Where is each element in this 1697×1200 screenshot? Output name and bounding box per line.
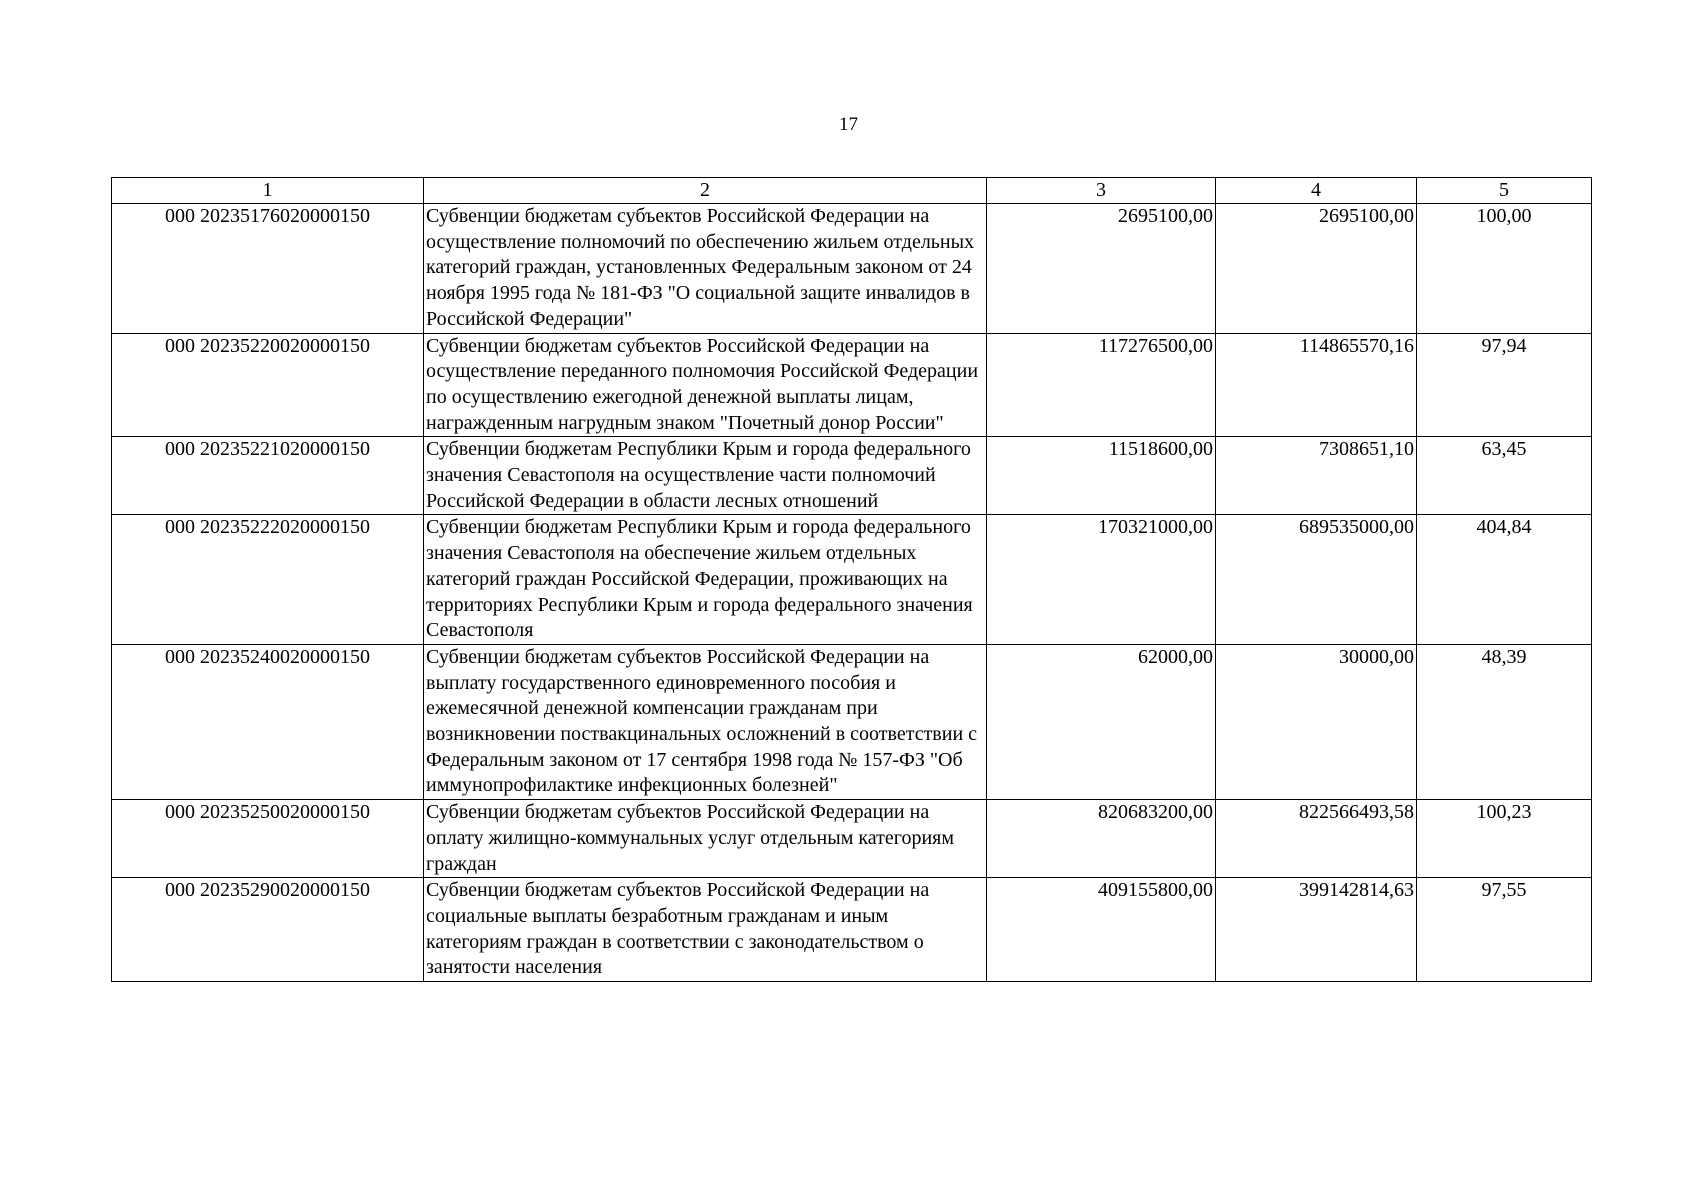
actual-amount: 7308651,10: [1216, 437, 1417, 515]
execution-percent: 100,00: [1417, 204, 1592, 334]
item-name: Субвенции бюджетам субъектов Российской Федерации на осуществление переданного полномочия Российской Федерации по осуществлению ежегодной денежной выплаты лицам, награжденным нагрудным знаком "Почетный донор России": [424, 333, 987, 437]
column-header-5: 5: [1417, 178, 1592, 204]
actual-amount: 2695100,00: [1216, 204, 1417, 334]
budget-code: 000 20235220020000150: [112, 333, 424, 437]
budget-code: 000 20235176020000150: [112, 204, 424, 334]
budget-code: 000 20235240020000150: [112, 644, 424, 799]
budget-code: 000 20235222020000150: [112, 515, 424, 645]
item-name: Субвенции бюджетам субъектов Российской Федерации на оплату жилищно-коммунальных услуг отдельным категориям граждан: [424, 800, 987, 878]
table-row: [112, 333, 1592, 437]
item-name: Субвенции бюджетам Республики Крым и города федерального значения Севастополя на обеспечение жильем отдельных категорий граждан Российской Федерации, проживающих на территориях Республики Крым и города федерального значения Севастополя: [424, 515, 987, 645]
table-row: [112, 204, 1592, 334]
plan-amount: 2695100,00: [987, 204, 1216, 334]
budget-code: 000 20235290020000150: [112, 878, 424, 982]
budget-table: [111, 177, 1592, 982]
header-row: [112, 178, 1592, 204]
column-header-3: 3: [987, 178, 1216, 204]
execution-percent: 97,94: [1417, 333, 1592, 437]
plan-amount: 117276500,00: [987, 333, 1216, 437]
actual-amount: 114865570,16: [1216, 333, 1417, 437]
execution-percent: 404,84: [1417, 515, 1592, 645]
table-row: [112, 437, 1592, 515]
execution-percent: 100,23: [1417, 800, 1592, 878]
column-header-4: 4: [1216, 178, 1417, 204]
execution-percent: 48,39: [1417, 644, 1592, 799]
table-row: [112, 644, 1592, 799]
plan-amount: 11518600,00: [987, 437, 1216, 515]
plan-amount: 62000,00: [987, 644, 1216, 799]
item-name: Субвенции бюджетам субъектов Российской Федерации на осуществление полномочий по обеспечению жильем отдельных категорий граждан, установленных Федеральным законом от 24 ноября 1995 года № 181-ФЗ "О социальной защите инвалидов в Российской Федерации": [424, 204, 987, 334]
budget-code: 000 20235221020000150: [112, 437, 424, 515]
column-header-1: 1: [112, 178, 424, 204]
page-number: 17: [839, 114, 858, 135]
budget-code: 000 20235250020000150: [112, 800, 424, 878]
plan-amount: 820683200,00: [987, 800, 1216, 878]
execution-percent: 63,45: [1417, 437, 1592, 515]
item-name: Субвенции бюджетам Республики Крым и города федерального значения Севастополя на осуществление части полномочий Российской Федерации в области лесных отношений: [424, 437, 987, 515]
actual-amount: 399142814,63: [1216, 878, 1417, 982]
actual-amount: 689535000,00: [1216, 515, 1417, 645]
table-row: [112, 800, 1592, 878]
execution-percent: 97,55: [1417, 878, 1592, 982]
table-row: [112, 878, 1592, 982]
plan-amount: 409155800,00: [987, 878, 1216, 982]
actual-amount: 822566493,58: [1216, 800, 1417, 878]
plan-amount: 170321000,00: [987, 515, 1216, 645]
item-name: Субвенции бюджетам субъектов Российской Федерации на выплату государственного единовременного пособия и ежемесячной денежной компенсации гражданам при возникновении поствакцинальных осложнений в соответствии с Федеральным законом от 17 сентября 1998 года № 157-ФЗ "Об иммунопрофилактике инфекционных болезней": [424, 644, 987, 799]
column-header-2: 2: [424, 178, 987, 204]
actual-amount: 30000,00: [1216, 644, 1417, 799]
item-name: Субвенции бюджетам субъектов Российской Федерации на социальные выплаты безработным гражданам и иным категориям граждан в соответствии с законодательством о занятости населения: [424, 878, 987, 982]
table-row: [112, 515, 1592, 645]
